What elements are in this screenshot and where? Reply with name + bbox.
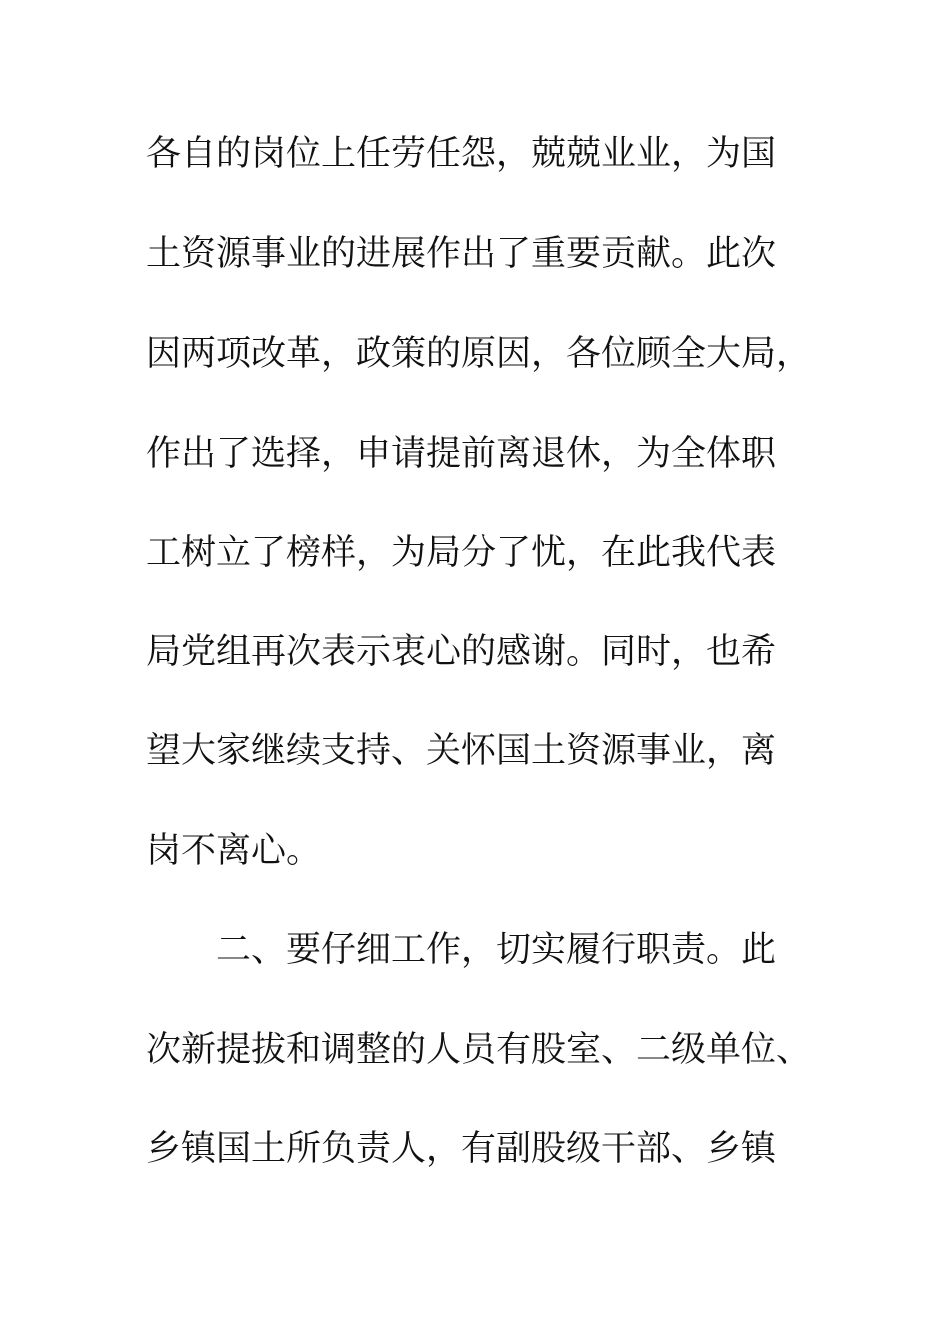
text-line: 二、要仔细工作，切实履行职责。此	[146, 930, 777, 970]
text-line: 作出了选择，申请提前离退休，为全体职	[146, 434, 777, 474]
text-line: 因两项改革，政策的原因，各位顾全大局，	[146, 334, 812, 374]
text-line: 各自的岗位上任劳任怨，兢兢业业，为国	[146, 134, 777, 174]
text-line: 局党组再次表示衷心的感谢。同时，也希	[146, 632, 777, 672]
text-line: 岗不离心。	[146, 831, 322, 871]
text-line: 次新提拔和调整的人员有股室、二级单位、	[146, 1030, 812, 1070]
text-line: 乡镇国土所负责人，有副股级干部、乡镇	[146, 1129, 777, 1169]
text-line: 土资源事业的进展作出了重要贡献。此次	[146, 234, 777, 274]
text-line: 工树立了榜样，为局分了忧，在此我代表	[146, 533, 777, 573]
text-line: 望大家继续支持、关怀国土资源事业，离	[146, 731, 777, 771]
